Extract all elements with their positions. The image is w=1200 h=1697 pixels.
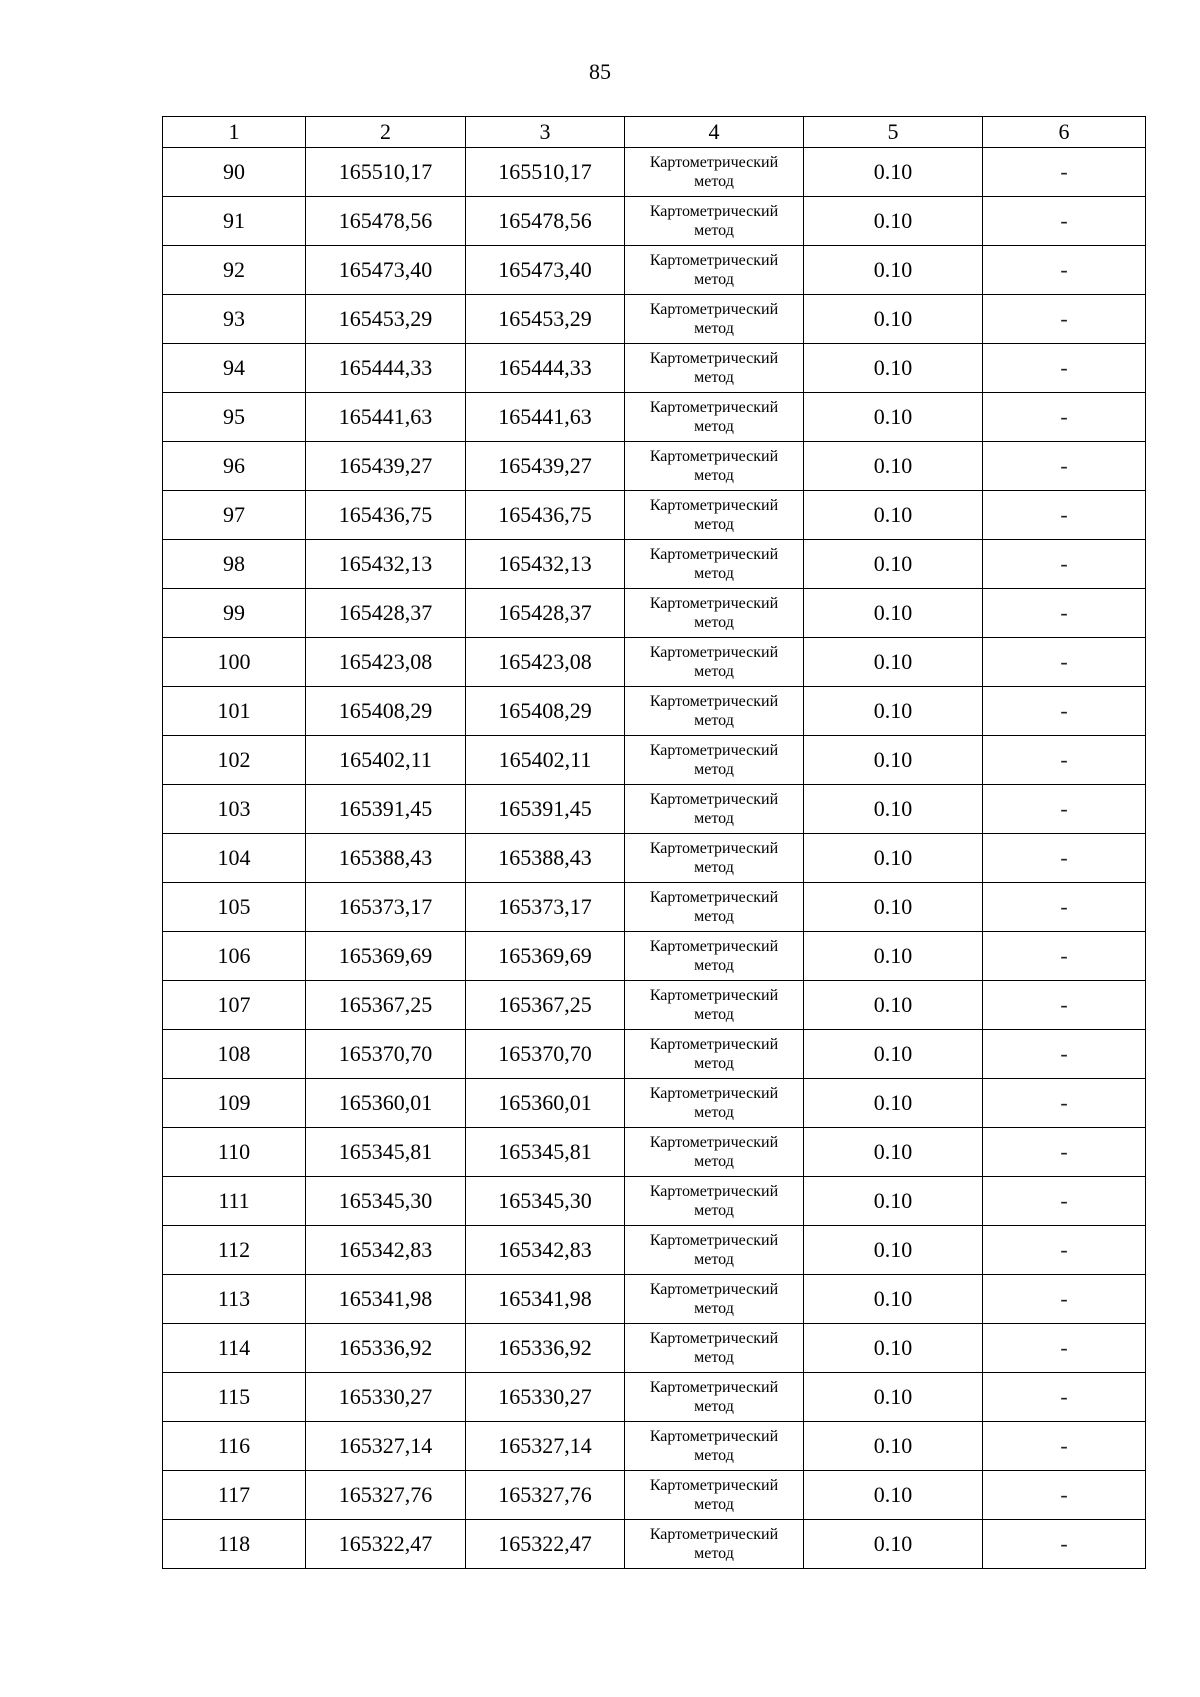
method-line-1: Картометрический xyxy=(649,399,779,416)
point-number-cell: 100 xyxy=(163,638,306,687)
method-line-1: Картометрический xyxy=(649,644,779,661)
x-coordinate-cell: 165330,27 xyxy=(306,1373,466,1422)
column-header-1: 1 xyxy=(163,117,306,148)
note-cell: - xyxy=(983,197,1146,246)
method-line-2: метод xyxy=(694,1545,734,1562)
coordinates-table xyxy=(162,116,1146,1569)
method-line-2: метод xyxy=(694,1300,734,1317)
method-cell xyxy=(625,883,804,932)
accuracy-cell: 0.10 xyxy=(804,540,983,589)
note-cell: - xyxy=(983,1226,1146,1275)
method-line-2: метод xyxy=(694,222,734,239)
method-cell xyxy=(625,540,804,589)
table-row xyxy=(163,1373,1146,1422)
method-line-1: Картометрический xyxy=(649,301,779,318)
x-coordinate-cell: 165510,17 xyxy=(306,148,466,197)
note-cell: - xyxy=(983,540,1146,589)
method-line-2: метод xyxy=(694,663,734,680)
note-cell: - xyxy=(983,1471,1146,1520)
y-coordinate-cell: 165478,56 xyxy=(466,197,625,246)
method-line-1: Картометрический xyxy=(649,791,779,808)
method-line-1: Картометрический xyxy=(649,1428,779,1445)
y-coordinate-cell: 165336,92 xyxy=(466,1324,625,1373)
y-coordinate-cell: 165360,01 xyxy=(466,1079,625,1128)
point-number-cell: 118 xyxy=(163,1520,306,1569)
accuracy-cell: 0.10 xyxy=(804,589,983,638)
note-cell: - xyxy=(983,834,1146,883)
method-line-2: метод xyxy=(694,565,734,582)
method-cell xyxy=(625,1373,804,1422)
point-number-cell: 97 xyxy=(163,491,306,540)
y-coordinate-cell: 165453,29 xyxy=(466,295,625,344)
x-coordinate-cell: 165336,92 xyxy=(306,1324,466,1373)
x-coordinate-cell: 165444,33 xyxy=(306,344,466,393)
point-number-cell: 106 xyxy=(163,932,306,981)
accuracy-cell: 0.10 xyxy=(804,344,983,393)
method-cell xyxy=(625,491,804,540)
method-line-1: Картометрический xyxy=(649,1379,779,1396)
method-line-2: метод xyxy=(694,1496,734,1513)
note-cell: - xyxy=(983,589,1146,638)
y-coordinate-cell: 165402,11 xyxy=(466,736,625,785)
note-cell: - xyxy=(983,981,1146,1030)
method-cell xyxy=(625,148,804,197)
note-cell: - xyxy=(983,1030,1146,1079)
y-coordinate-cell: 165391,45 xyxy=(466,785,625,834)
accuracy-cell: 0.10 xyxy=(804,1471,983,1520)
point-number-cell: 113 xyxy=(163,1275,306,1324)
method-line-1: Картометрический xyxy=(649,1134,779,1151)
method-cell xyxy=(625,1520,804,1569)
method-line-2: метод xyxy=(694,761,734,778)
table-row xyxy=(163,1177,1146,1226)
y-coordinate-cell: 165341,98 xyxy=(466,1275,625,1324)
y-coordinate-cell: 165342,83 xyxy=(466,1226,625,1275)
y-coordinate-cell: 165369,69 xyxy=(466,932,625,981)
note-cell: - xyxy=(983,344,1146,393)
point-number-cell: 90 xyxy=(163,148,306,197)
y-coordinate-cell: 165327,14 xyxy=(466,1422,625,1471)
table-row xyxy=(163,1128,1146,1177)
y-coordinate-cell: 165327,76 xyxy=(466,1471,625,1520)
table-row xyxy=(163,442,1146,491)
x-coordinate-cell: 165408,29 xyxy=(306,687,466,736)
method-cell xyxy=(625,344,804,393)
note-cell: - xyxy=(983,491,1146,540)
y-coordinate-cell: 165330,27 xyxy=(466,1373,625,1422)
method-line-2: метод xyxy=(694,369,734,386)
page-number: 85 xyxy=(589,59,611,84)
table-row xyxy=(163,1079,1146,1128)
x-coordinate-cell: 165360,01 xyxy=(306,1079,466,1128)
x-coordinate-cell: 165441,63 xyxy=(306,393,466,442)
x-coordinate-cell: 165369,69 xyxy=(306,932,466,981)
method-line-2: метод xyxy=(694,173,734,190)
note-cell: - xyxy=(983,638,1146,687)
column-header-6: 6 xyxy=(983,117,1146,148)
method-cell xyxy=(625,393,804,442)
table-row xyxy=(163,197,1146,246)
table-row xyxy=(163,1471,1146,1520)
method-cell xyxy=(625,1128,804,1177)
point-number-cell: 95 xyxy=(163,393,306,442)
y-coordinate-cell: 165428,37 xyxy=(466,589,625,638)
table-row xyxy=(163,148,1146,197)
point-number-cell: 108 xyxy=(163,1030,306,1079)
method-cell xyxy=(625,785,804,834)
point-number-cell: 105 xyxy=(163,883,306,932)
x-coordinate-cell: 165367,25 xyxy=(306,981,466,1030)
accuracy-cell: 0.10 xyxy=(804,1128,983,1177)
note-cell: - xyxy=(983,148,1146,197)
accuracy-cell: 0.10 xyxy=(804,638,983,687)
method-line-2: метод xyxy=(694,1153,734,1170)
point-number-cell: 104 xyxy=(163,834,306,883)
note-cell: - xyxy=(983,393,1146,442)
method-line-2: метод xyxy=(694,1202,734,1219)
accuracy-cell: 0.10 xyxy=(804,491,983,540)
note-cell: - xyxy=(983,883,1146,932)
note-cell: - xyxy=(983,246,1146,295)
x-coordinate-cell: 165327,14 xyxy=(306,1422,466,1471)
y-coordinate-cell: 165345,30 xyxy=(466,1177,625,1226)
y-coordinate-cell: 165510,17 xyxy=(466,148,625,197)
method-line-2: метод xyxy=(694,467,734,484)
accuracy-cell: 0.10 xyxy=(804,883,983,932)
x-coordinate-cell: 165453,29 xyxy=(306,295,466,344)
accuracy-cell: 0.10 xyxy=(804,1373,983,1422)
method-line-2: метод xyxy=(694,712,734,729)
column-header-3: 3 xyxy=(466,117,625,148)
accuracy-cell: 0.10 xyxy=(804,785,983,834)
accuracy-cell: 0.10 xyxy=(804,393,983,442)
table-row xyxy=(163,491,1146,540)
point-number-cell: 107 xyxy=(163,981,306,1030)
method-line-2: метод xyxy=(694,1447,734,1464)
point-number-cell: 110 xyxy=(163,1128,306,1177)
note-cell: - xyxy=(983,1520,1146,1569)
method-line-2: метод xyxy=(694,1398,734,1415)
x-coordinate-cell: 165322,47 xyxy=(306,1520,466,1569)
column-header-2: 2 xyxy=(306,117,466,148)
table-row xyxy=(163,883,1146,932)
x-coordinate-cell: 165342,83 xyxy=(306,1226,466,1275)
method-cell xyxy=(625,834,804,883)
method-line-2: метод xyxy=(694,957,734,974)
y-coordinate-cell: 165441,63 xyxy=(466,393,625,442)
y-coordinate-cell: 165373,17 xyxy=(466,883,625,932)
accuracy-cell: 0.10 xyxy=(804,148,983,197)
x-coordinate-cell: 165439,27 xyxy=(306,442,466,491)
x-coordinate-cell: 165373,17 xyxy=(306,883,466,932)
accuracy-cell: 0.10 xyxy=(804,442,983,491)
point-number-cell: 112 xyxy=(163,1226,306,1275)
point-number-cell: 102 xyxy=(163,736,306,785)
y-coordinate-cell: 165444,33 xyxy=(466,344,625,393)
table-row xyxy=(163,246,1146,295)
method-line-2: метод xyxy=(694,810,734,827)
note-cell: - xyxy=(983,1128,1146,1177)
x-coordinate-cell: 165341,98 xyxy=(306,1275,466,1324)
accuracy-cell: 0.10 xyxy=(804,1226,983,1275)
method-line-1: Картометрический xyxy=(649,1477,779,1494)
point-number-cell: 116 xyxy=(163,1422,306,1471)
method-line-1: Картометрический xyxy=(649,840,779,857)
method-line-2: метод xyxy=(694,1055,734,1072)
x-coordinate-cell: 165428,37 xyxy=(306,589,466,638)
method-line-2: метод xyxy=(694,1251,734,1268)
y-coordinate-cell: 165322,47 xyxy=(466,1520,625,1569)
point-number-cell: 117 xyxy=(163,1471,306,1520)
method-cell xyxy=(625,295,804,344)
method-cell xyxy=(625,197,804,246)
y-coordinate-cell: 165432,13 xyxy=(466,540,625,589)
y-coordinate-cell: 165473,40 xyxy=(466,246,625,295)
method-line-2: метод xyxy=(694,1349,734,1366)
x-coordinate-cell: 165478,56 xyxy=(306,197,466,246)
method-line-1: Картометрический xyxy=(649,350,779,367)
table-row xyxy=(163,1324,1146,1373)
method-cell xyxy=(625,1177,804,1226)
note-cell: - xyxy=(983,1275,1146,1324)
note-cell: - xyxy=(983,1373,1146,1422)
table-row xyxy=(163,932,1146,981)
note-cell: - xyxy=(983,1079,1146,1128)
y-coordinate-cell: 165439,27 xyxy=(466,442,625,491)
method-line-1: Картометрический xyxy=(649,1085,779,1102)
x-coordinate-cell: 165388,43 xyxy=(306,834,466,883)
method-line-1: Картометрический xyxy=(649,938,779,955)
accuracy-cell: 0.10 xyxy=(804,295,983,344)
point-number-cell: 94 xyxy=(163,344,306,393)
accuracy-cell: 0.10 xyxy=(804,1177,983,1226)
accuracy-cell: 0.10 xyxy=(804,1030,983,1079)
y-coordinate-cell: 165345,81 xyxy=(466,1128,625,1177)
method-line-1: Картометрический xyxy=(649,742,779,759)
table-row xyxy=(163,295,1146,344)
table-row xyxy=(163,834,1146,883)
method-line-1: Картометрический xyxy=(649,497,779,514)
point-number-cell: 91 xyxy=(163,197,306,246)
method-line-2: метод xyxy=(694,1006,734,1023)
y-coordinate-cell: 165436,75 xyxy=(466,491,625,540)
method-line-1: Картометрический xyxy=(649,1330,779,1347)
method-cell xyxy=(625,1324,804,1373)
y-coordinate-cell: 165370,70 xyxy=(466,1030,625,1079)
method-cell xyxy=(625,442,804,491)
method-line-1: Картометрический xyxy=(649,546,779,563)
x-coordinate-cell: 165423,08 xyxy=(306,638,466,687)
method-line-1: Картометрический xyxy=(649,1281,779,1298)
method-cell xyxy=(625,1471,804,1520)
x-coordinate-cell: 165402,11 xyxy=(306,736,466,785)
method-line-2: метод xyxy=(694,418,734,435)
note-cell: - xyxy=(983,1177,1146,1226)
x-coordinate-cell: 165370,70 xyxy=(306,1030,466,1079)
method-cell xyxy=(625,1226,804,1275)
method-cell xyxy=(625,1422,804,1471)
table-row xyxy=(163,1226,1146,1275)
column-header-5: 5 xyxy=(804,117,983,148)
accuracy-cell: 0.10 xyxy=(804,1079,983,1128)
method-line-1: Картометрический xyxy=(649,1526,779,1543)
method-cell xyxy=(625,1030,804,1079)
method-line-2: метод xyxy=(694,516,734,533)
method-cell xyxy=(625,736,804,785)
accuracy-cell: 0.10 xyxy=(804,981,983,1030)
y-coordinate-cell: 165367,25 xyxy=(466,981,625,1030)
method-cell xyxy=(625,638,804,687)
note-cell: - xyxy=(983,736,1146,785)
point-number-cell: 93 xyxy=(163,295,306,344)
table-row xyxy=(163,1422,1146,1471)
accuracy-cell: 0.10 xyxy=(804,736,983,785)
point-number-cell: 114 xyxy=(163,1324,306,1373)
method-line-1: Картометрический xyxy=(649,448,779,465)
method-line-2: метод xyxy=(694,271,734,288)
y-coordinate-cell: 165423,08 xyxy=(466,638,625,687)
point-number-cell: 109 xyxy=(163,1079,306,1128)
x-coordinate-cell: 165327,76 xyxy=(306,1471,466,1520)
table-body xyxy=(163,148,1146,1569)
method-cell xyxy=(625,687,804,736)
method-line-1: Картометрический xyxy=(649,203,779,220)
point-number-cell: 101 xyxy=(163,687,306,736)
method-cell xyxy=(625,1275,804,1324)
note-cell: - xyxy=(983,932,1146,981)
table-row xyxy=(163,981,1146,1030)
point-number-cell: 98 xyxy=(163,540,306,589)
x-coordinate-cell: 165345,81 xyxy=(306,1128,466,1177)
x-coordinate-cell: 165432,13 xyxy=(306,540,466,589)
point-number-cell: 99 xyxy=(163,589,306,638)
method-cell xyxy=(625,981,804,1030)
x-coordinate-cell: 165473,40 xyxy=(306,246,466,295)
accuracy-cell: 0.10 xyxy=(804,1275,983,1324)
table-row xyxy=(163,344,1146,393)
note-cell: - xyxy=(983,785,1146,834)
table-row xyxy=(163,1030,1146,1079)
table-row xyxy=(163,736,1146,785)
method-cell xyxy=(625,932,804,981)
note-cell: - xyxy=(983,687,1146,736)
note-cell: - xyxy=(983,442,1146,491)
method-line-1: Картометрический xyxy=(649,1183,779,1200)
table-row xyxy=(163,540,1146,589)
table-row xyxy=(163,1275,1146,1324)
method-cell xyxy=(625,589,804,638)
table-row xyxy=(163,589,1146,638)
method-line-1: Картометрический xyxy=(649,693,779,710)
x-coordinate-cell: 165436,75 xyxy=(306,491,466,540)
x-coordinate-cell: 165345,30 xyxy=(306,1177,466,1226)
y-coordinate-cell: 165408,29 xyxy=(466,687,625,736)
method-line-1: Картометрический xyxy=(649,154,779,171)
table-row xyxy=(163,687,1146,736)
table-header-row xyxy=(163,117,1146,148)
accuracy-cell: 0.10 xyxy=(804,834,983,883)
method-cell xyxy=(625,246,804,295)
point-number-cell: 115 xyxy=(163,1373,306,1422)
table-row xyxy=(163,785,1146,834)
method-line-1: Картометрический xyxy=(649,1232,779,1249)
note-cell: - xyxy=(983,295,1146,344)
method-cell xyxy=(625,1079,804,1128)
method-line-1: Картометрический xyxy=(649,252,779,269)
method-line-1: Картометрический xyxy=(649,987,779,1004)
accuracy-cell: 0.10 xyxy=(804,197,983,246)
table-row xyxy=(163,1520,1146,1569)
method-line-2: метод xyxy=(694,614,734,631)
method-line-1: Картометрический xyxy=(649,889,779,906)
accuracy-cell: 0.10 xyxy=(804,932,983,981)
method-line-2: метод xyxy=(694,320,734,337)
method-line-2: метод xyxy=(694,859,734,876)
table-row xyxy=(163,393,1146,442)
y-coordinate-cell: 165388,43 xyxy=(466,834,625,883)
accuracy-cell: 0.10 xyxy=(804,246,983,295)
accuracy-cell: 0.10 xyxy=(804,687,983,736)
point-number-cell: 103 xyxy=(163,785,306,834)
column-header-4: 4 xyxy=(625,117,804,148)
accuracy-cell: 0.10 xyxy=(804,1324,983,1373)
note-cell: - xyxy=(983,1422,1146,1471)
method-line-1: Картометрический xyxy=(649,1036,779,1053)
point-number-cell: 111 xyxy=(163,1177,306,1226)
method-line-2: метод xyxy=(694,1104,734,1121)
method-line-2: метод xyxy=(694,908,734,925)
x-coordinate-cell: 165391,45 xyxy=(306,785,466,834)
point-number-cell: 92 xyxy=(163,246,306,295)
table-row xyxy=(163,638,1146,687)
note-cell: - xyxy=(983,1324,1146,1373)
method-line-1: Картометрический xyxy=(649,595,779,612)
accuracy-cell: 0.10 xyxy=(804,1422,983,1471)
accuracy-cell: 0.10 xyxy=(804,1520,983,1569)
point-number-cell: 96 xyxy=(163,442,306,491)
